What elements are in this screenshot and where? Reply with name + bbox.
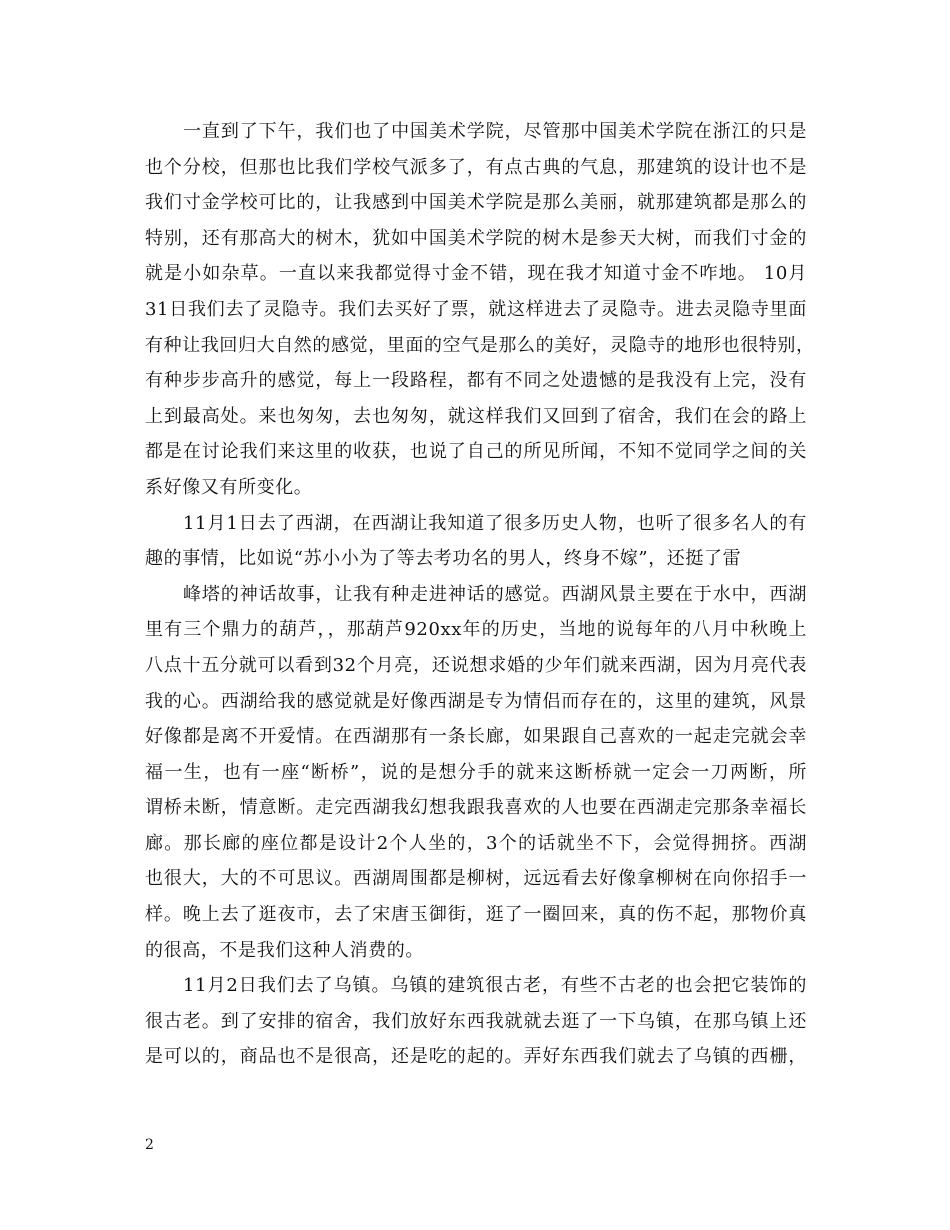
page-number: 2 [145, 1137, 154, 1153]
text-line: 样。晚上去了逛夜市，去了宋唐玉御街，逛了一圈回来，真的伤不起，那物价真 [145, 904, 807, 926]
text-line: 也很大，大的不可思议。西湖周围都是柳树，远远看去好像拿柳树在向你招手一 [145, 868, 807, 890]
text-line: 是可以的，商品也不是很高，还是吃的起的。弄好东西我们就去了乌镇的西栅， [145, 1046, 807, 1068]
text-line: 特别，还有那高大的树木，犹如中国美术学院的树木是参天大树，而我们寸金的 [145, 227, 807, 249]
text-line: 11月2日我们去了乌镇。乌镇的建筑很古老，有些不古老的也会把它装饰的 [183, 975, 807, 997]
text-line: 有种步步高升的感觉，每上一段路程，都有不同之处遗憾的是我没有上完，没有 [145, 370, 807, 392]
text-line: 上到最高处。来也匆匆，去也匆匆，就这样我们又回到了宿舍，我们在会的路上 [145, 405, 807, 427]
text-line: 我们寸金学校可比的，让我感到中国美术学院是那么美丽，就那建筑都是那么的 [145, 192, 807, 214]
text-line: 有种让我回归大自然的感觉，里面的空气是那么的美好，灵隐寺的地形也很特别， [145, 334, 815, 356]
text-line: 我的心。西湖给我的感觉就是好像西湖是专为情侣而存在的，这里的建筑，风景 [145, 690, 807, 712]
text-line: 的很高，不是我们这种人消费的。 [145, 939, 424, 961]
text-line: 一直到了下午，我们也了中国美术学院，尽管那中国美术学院在浙江的只是 [183, 121, 807, 142]
text-line: 趣的事情，比如说“苏小小为了等去考功名的男人，终身不嫁”，还挺了雷 [145, 548, 742, 570]
text-line: 11月1日去了西湖，在西湖让我知道了很多历史人物，也听了很多名人的有 [183, 512, 807, 534]
text-line: 31日我们去了灵隐寺。我们去买好了票，就这样进去了灵隐寺。进去灵隐寺里面 [145, 298, 807, 320]
text-line: 系好像又有所变化。 [145, 476, 313, 498]
text-line: 都是在讨论我们来这里的收获，也说了自己的所见所闻，不知不觉同学之间的关 [145, 441, 807, 463]
text-line: 也个分校，但那也比我们学校气派多了，有点古典的气息，那建筑的设计也不是 [145, 156, 807, 178]
text-line: 很古老。到了安排的宿舍，我们放好东西我就就去逛了一下乌镇，在那乌镇上还 [145, 1010, 807, 1032]
text-line: 廊。那长廊的座位都是设计2个人坐的，3个的话就坐不下，会觉得拥挤。西湖 [145, 832, 807, 854]
body-text [145, 114, 815, 1075]
text-line: 福一生，也有一座“断桥”，说的是想分手的就来这断桥就一定会一刀两断，所 [145, 761, 807, 783]
text-line: 谓桥未断，情意断。走完西湖我幻想我跟我喜欢的人也要在西湖走完那条幸福长 [145, 797, 807, 819]
text-line: 里有三个鼎力的葫芦，，那葫芦920xx年的历史，当地的说每年的八月中秋晚上 [145, 619, 807, 641]
text-line: 好像都是离不开爱情。在西湖那有一条长廊，如果跟自己喜欢的一起走完就会幸 [145, 726, 807, 748]
text-line: 峰塔的神话故事，让我有种走进神话的感觉。西湖风景主要在于水中，西湖 [183, 583, 807, 605]
text-line: 八点十五分就可以看到32个月亮，还说想求婚的少年们就来西湖，因为月亮代表 [145, 654, 807, 676]
text-line: 就是小如杂草。一直以来我都觉得寸金不错，现在我才知道寸金不咋地。 10月 [145, 263, 807, 285]
